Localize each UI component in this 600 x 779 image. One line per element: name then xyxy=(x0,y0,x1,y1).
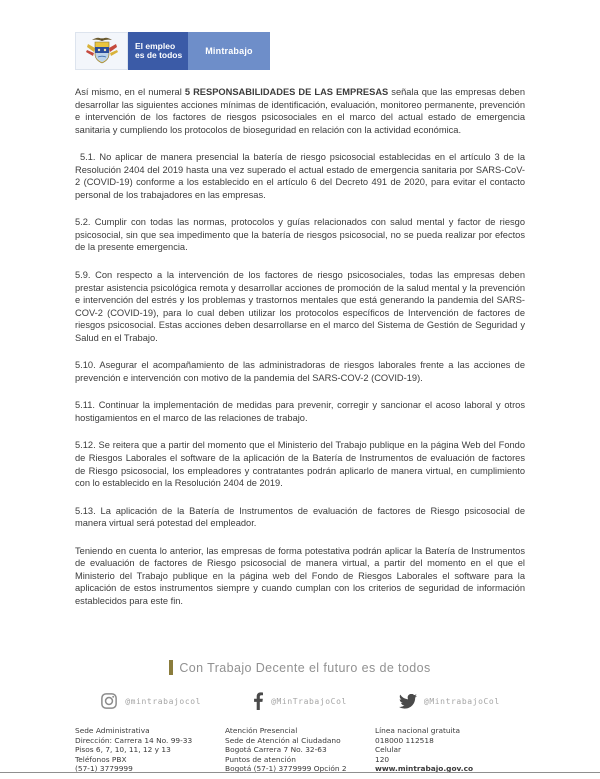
footer-line: Bogotá (57-1) 3779999 Opción 2 xyxy=(225,764,347,774)
paragraph-5-12: 5.12. Se reitera que a partir del momento que el Ministerio del Trabajo publique en la página Web del Fondo de Riesgos Laborales el software de la aplicación de la Batería de Instrumentos de evaluación de factores de Riesgo psicosocial, los empleadores y contratantes podrán aplicarlo de manera virtual, en cumplimiento con lo establecido en la Resolución 2404 de 2019. xyxy=(75,440,525,489)
footer-column-lineas xyxy=(375,726,525,774)
brand-slogan-line1: El empleo xyxy=(135,40,176,51)
bottom-divider xyxy=(0,772,600,773)
footer-line: Atención Presencial xyxy=(225,726,298,735)
paragraph-5-9: 5.9. Con respecto a la intervención de los factores de riesgo psicosociales, todas las empresas deben prestar asistencia psicológica remota y desarrollar acciones de promoción de la salud mental y la prevención e intervención del estrés y los problemas y trastornos mentales que está generando la pandemia del SARS-COV-2 (COVID-19), para lo cual deben utilizar los protocolos específicos de Intervención de factores de riesgos psicosocial. Estas acciones deben desarrollarse en el marco del Sistema de Gestión de Seguridad y Salud en el Trabajo. xyxy=(75,270,525,343)
paragraph-5-11: 5.11. Continuar la implementación de medidas para prevenir, corregir y sancionar el acoso laboral y otros hostigamientos en el marco de las relaciones de trabajo. xyxy=(75,400,525,423)
tagline-text: Con Trabajo Decente el futuro es de todos xyxy=(179,660,431,675)
paragraph-intro xyxy=(75,86,525,136)
footer-line: Puntos de atención xyxy=(225,754,296,764)
footer-line: Teléfonos PBX xyxy=(75,754,127,764)
facebook-handle: @MinTrabajoCol xyxy=(271,696,347,706)
facebook-icon xyxy=(253,692,264,710)
tagline-accent-bar xyxy=(169,660,173,675)
government-logo xyxy=(75,32,270,70)
footer-column-atencion xyxy=(225,726,375,774)
colombia-coat-of-arms-icon xyxy=(75,32,128,70)
footer-line: 018000 112518 xyxy=(375,735,434,745)
footer-line: Línea nacional gratuita xyxy=(375,726,461,735)
twitter-icon xyxy=(399,694,417,709)
paragraph-closing: Teniendo en cuenta lo anterior, las empresas de forma potestativa podrán aplicar la Batería de Instrumentos de evaluación de factores de Riesgo psicosocial de manera virtual, a partir del momento en el que el Ministerio del Trabajo publique en la página web del Fondo de Riesgos Laborales el software para la aplicación de estos instrumentos siempre y cuando cumplan con los criterios de seguridad de información establecidos para este fin. xyxy=(75,545,525,606)
paragraph-5-10: 5.10. Asegurar el acompañamiento de las administradoras de riesgos laborales frente a las acciones de prevención e intervención con motivo de la pandemia del SARS-COV-2 (COVID-19). xyxy=(75,360,525,383)
social-link-instagram[interactable] xyxy=(100,692,201,710)
footer-line: Sede de Atención al Ciudadano xyxy=(225,735,341,745)
social-link-twitter[interactable] xyxy=(399,694,500,709)
brand-slogan xyxy=(128,32,188,70)
footer-column-admin xyxy=(75,726,225,774)
twitter-handle: @MintrabajoCol xyxy=(423,696,500,706)
footer-contact xyxy=(75,726,545,774)
document-body xyxy=(75,86,525,623)
intro-bold-heading: 5 RESPONSABILIDADES DE LAS EMPRESAS xyxy=(184,87,389,97)
paragraph-5-1: 5.1. No aplicar de manera presencial la batería de riesgo psicosocial establecidas en el artículo 3 de la Resolución 2404 del 2019 hasta una vez superado el actual estado de emergencia sanitaria por SARS-CoV-2 (COVID-19) conforme a los establecido en el artículo 6 del Decreto 491 de 2020, para evitar el contacto personal de los trabajadores en las empresas. xyxy=(75,152,525,200)
footer-line: Pisos 6, 7, 10, 11, 12 y 13 xyxy=(75,745,171,755)
instagram-icon xyxy=(100,692,118,710)
social-media-row xyxy=(0,692,600,710)
ministry-name: Mintrabajo xyxy=(188,32,270,70)
intro-pre: Así mismo, en el numeral xyxy=(75,87,185,97)
footer-line: Bogotá Carrera 7 No. 32-63 xyxy=(225,745,327,755)
footer-line: 120 xyxy=(375,754,390,764)
footer-line: Dirección: Carrera 14 No. 99-33 xyxy=(75,735,193,745)
footer-line: (57-1) 3779999 xyxy=(75,764,133,774)
footer-line: Sede Administrativa xyxy=(75,726,150,735)
website-link[interactable]: www.mintrabajo.gov.co xyxy=(375,764,474,774)
instagram-handle: @mintrabajocol xyxy=(125,696,202,706)
paragraph-5-13: 5.13. La aplicación de la Batería de Instrumentos de evaluación de factores de Riesgo psicosocial de manera virtual será potestad del empleador. xyxy=(75,505,525,529)
footer-line: Celular xyxy=(375,745,402,755)
tagline xyxy=(0,660,600,675)
paragraph-5-2: 5.2. Cumplir con todas las normas, protocolos y guías relacionados con salud mental y factor de riesgo psicosocial, sin que sea impedimento que la batería de riesgos psicosocial, no se pueda realizar por efectos de la presente emergencia. xyxy=(75,217,525,253)
intro-post: señala que las empresas deben desarrollar las siguientes acciones mínimas de identificación, evaluación, monitoreo permanente, prevención e intervención de los factores de riesgos psicosociales en el marco del actual estado de emergencia sanitaria y cumpliendo los protocolos de bioseguridad en relación con la actividad económica. xyxy=(75,87,525,135)
social-link-facebook[interactable] xyxy=(253,692,347,710)
brand-slogan-line2: es de todos xyxy=(135,50,183,60)
